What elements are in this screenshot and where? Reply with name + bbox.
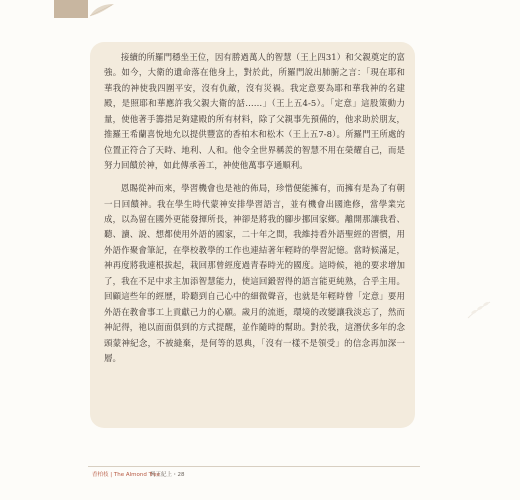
text-card — [90, 42, 415, 428]
leaf-ornament-icon — [88, 2, 116, 18]
body-paragraph-2: 恩賜從神而來，學習機會也是祂的佈局，珍惜便能擁有，而擁有是為了有朝一日回饋神。我在學生時代蒙神安排學習語言，並有機會出國進修，當學業完成，以為留在國外更能發揮所長，神卻是將我的腳步挪回家鄉。離開那讓我看、聽、讀、說、想都使用外語的國家，二十年之間，我維持看外語聖經的習慣，用外語作聚會筆記，在學校教學的工作也連結著年輕時的學習記憶。當時候滿足，神再度將我連根拔起，栽回那曾經度過青春時光的國度。這時候，祂的要求增加了，我在不足中求主加添智慧能力，使這回鍛習得的語言能更純熟，合乎主用。回顧這些年的經歷，聆聽到自己心中的細微聲音，也就是年輕時曾「定意」要用外語在教會事工上貢獻己力的心願。歲月的流逝，環境的改變讓我淡忘了，然而神記得，祂以面面俱到的方式提醒，並作隨時的幫助。對於我，這潛伏多年的念頭蒙神紀念，不被縫棄，是何等的恩典，「沒有一樣不是領受」的信念再加深一層。 — [104, 183, 405, 364]
body-paragraph-1: 接續的所羅門穩坐王位，因有勝過萬人的智慧（王上四31）和父親奠定的富強。如今，大衛的遺命落在他身上，對於此，所羅門說出肺腑之言：「現在耶和華我的神使我四圍平安，沒有仇敵，沒有災禍。我定意要為耶和華我神的名建殿，是照耶和華應許我父親大衛的話……」（王上五4-5）。「定意」這股策動力量，使他著手籌措足夠建殿的所有材料，除了父親事先預備的，他求助於朋友，推羅王希蘭喜悅地允以提供豐富的香柏木和松木（王上五7-8）。所羅門王所處的位置正符合了天時、地利、人和。他令全世界稱羨的智慧不用在榮耀自己，而是努力回饋於神，如此傳承善工，神使他萬事亨通順利。 — [104, 52, 405, 171]
footer-divider — [88, 466, 420, 467]
corner-tab — [54, 0, 88, 18]
footer-page-reference: 列王紀上・28 — [150, 472, 185, 478]
footer-publication: 香柏枝 | The Almond Tree — [92, 472, 161, 478]
floral-ornament-icon — [464, 298, 494, 322]
